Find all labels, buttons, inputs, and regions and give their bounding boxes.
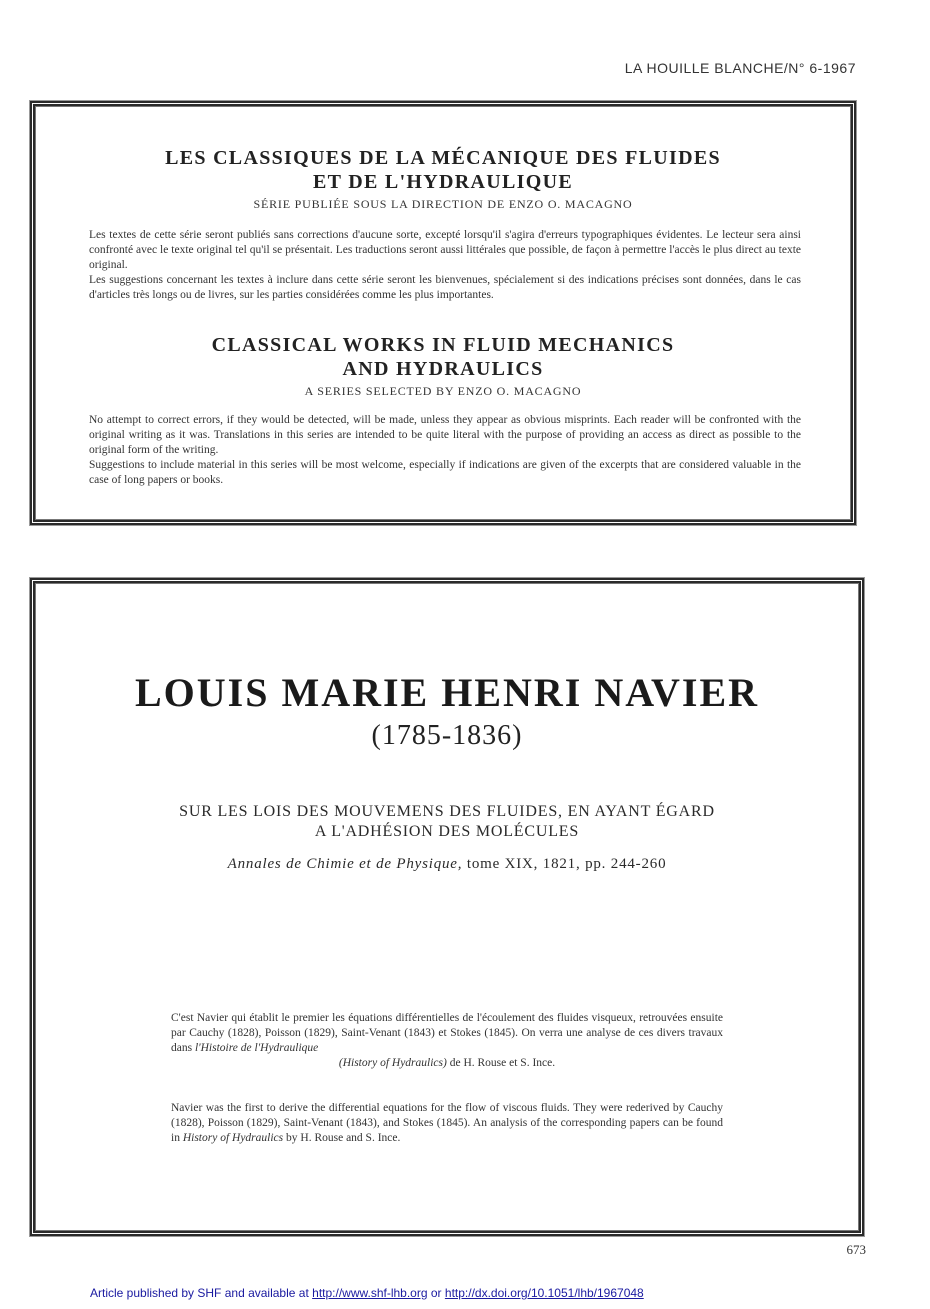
page-number: 673: [846, 1242, 866, 1257]
intro-fr-text: [171, 1011, 723, 1056]
series-notice-box: [30, 101, 856, 525]
intro-fr-last-line: [171, 1056, 723, 1071]
series-en-para2: Suggestions to include material in this series will be most welcome, especially if indications are given of the excerpts that are considered valuable in the case of long papers or books.: [89, 459, 801, 486]
series-fr-para1: Les textes de cette série seront publiés sans corrections d'aucune sorte, excepté lorsqu'il s'agira d'erreurs typographiques évidentes. Le lecteur sera ainsi confronté avec le texte original tel qu'il se présentait. Les traductions seront aussi littérales que possible, de façon à permettre l'accès le plus direct au texte original.: [89, 229, 801, 271]
footer-middle: or: [430, 1286, 442, 1300]
intro-en-main: Navier was the first to derive the differential equations for the flow of viscous fluids. They were rederived by Cauchy (1828), Poisson (1829), Saint-Venant (1843), and Stokes (1845). An analysis of the corresponding papers can be found in: [171, 1102, 723, 1144]
series-en-heading: [35, 333, 851, 399]
intro-fr: [171, 1011, 723, 1071]
footer-citation: [90, 1286, 644, 1300]
footer-prefix: Article published by SHF and available at: [90, 1286, 309, 1300]
author-years: (1785-1836): [371, 720, 523, 751]
paper-title-block: [35, 802, 859, 842]
source-journal: Annales de Chimie et de Physique,: [227, 856, 463, 872]
intro-fr-book: l'Histoire de l'Hydraulique: [194, 1042, 319, 1054]
journal-header: LA HOUILLE BLANCHE/N° 6-1967: [624, 60, 856, 76]
paper-title-line2: A L'ADHÉSION DES MOLÉCULES: [314, 823, 580, 840]
series-fr-para2: Les suggestions concernant les textes à inclure dans cette série seront les bienvenues, spécialement si des indications précises sont données, dans le cas d'articles très longs ou de livres, sur les parties considérées comme les plus importantes.: [89, 274, 801, 301]
series-en-text: [89, 413, 801, 488]
author-name: LOUIS MARIE HENRI NAVIER: [134, 670, 760, 715]
intro-fr-end: de H. Rouse et S. Ince.: [449, 1057, 556, 1069]
series-fr-heading: [35, 146, 851, 212]
series-en-para1: No attempt to correct errors, if they would be detected, will be made, unless they appear as obvious misprints. Each reader will be confronted with the original writing as it was. Translations in this series are intended to be quite literal with the purpose of providing an access as direct as possible to the original form of the writing.: [89, 414, 801, 456]
source-details: tome XIX, 1821, pp. 244-260: [466, 856, 667, 872]
paper-source: [35, 856, 859, 873]
series-fr-text: [89, 228, 801, 303]
series-fr-title-line2: ET DE L'HYDRAULIQUE: [313, 171, 573, 193]
article-title-box: [30, 578, 864, 1236]
intro-fr-book-en: (History of Hydraulics): [338, 1057, 447, 1069]
paper-title-line1: SUR LES LOIS DES MOUVEMENS DES FLUIDES, EN AYANT ÉGARD: [179, 803, 715, 820]
series-fr-subtitle: SÉRIE PUBLIÉE SOUS LA DIRECTION DE ENZO O. MACAGNO: [253, 197, 633, 211]
series-en-title-line2: AND HYDRAULICS: [342, 358, 544, 380]
series-en-subtitle: A SERIES SELECTED BY ENZO O. MACAGNO: [304, 384, 582, 398]
intro-en: [171, 1101, 723, 1146]
intro-en-end: by H. Rouse and S. Ince.: [286, 1132, 401, 1144]
series-en-title-line1: CLASSICAL WORKS IN FLUID MECHANICS: [211, 334, 675, 356]
series-fr-title-line1: LES CLASSIQUES DE LA MÉCANIQUE DES FLUIDES: [165, 147, 721, 169]
intro-fr-main: C'est Navier qui établit le premier les équations différentielles de l'écoulement des fluides visqueux, retrouvées ensuite par Cauchy (1828), Poisson (1829), Saint-Venant (1843) et Stokes (1845). On verra une analyse de ces divers travaux dans: [171, 1012, 723, 1054]
author-block: [35, 669, 859, 752]
intro-en-text: [171, 1101, 723, 1146]
intro-en-book: History of Hydraulics: [182, 1132, 284, 1144]
footer-link-doi[interactable]: http://dx.doi.org/10.1051/lhb/1967048: [444, 1286, 644, 1300]
footer-link-shf[interactable]: http://www.shf-lhb.org: [312, 1286, 428, 1300]
